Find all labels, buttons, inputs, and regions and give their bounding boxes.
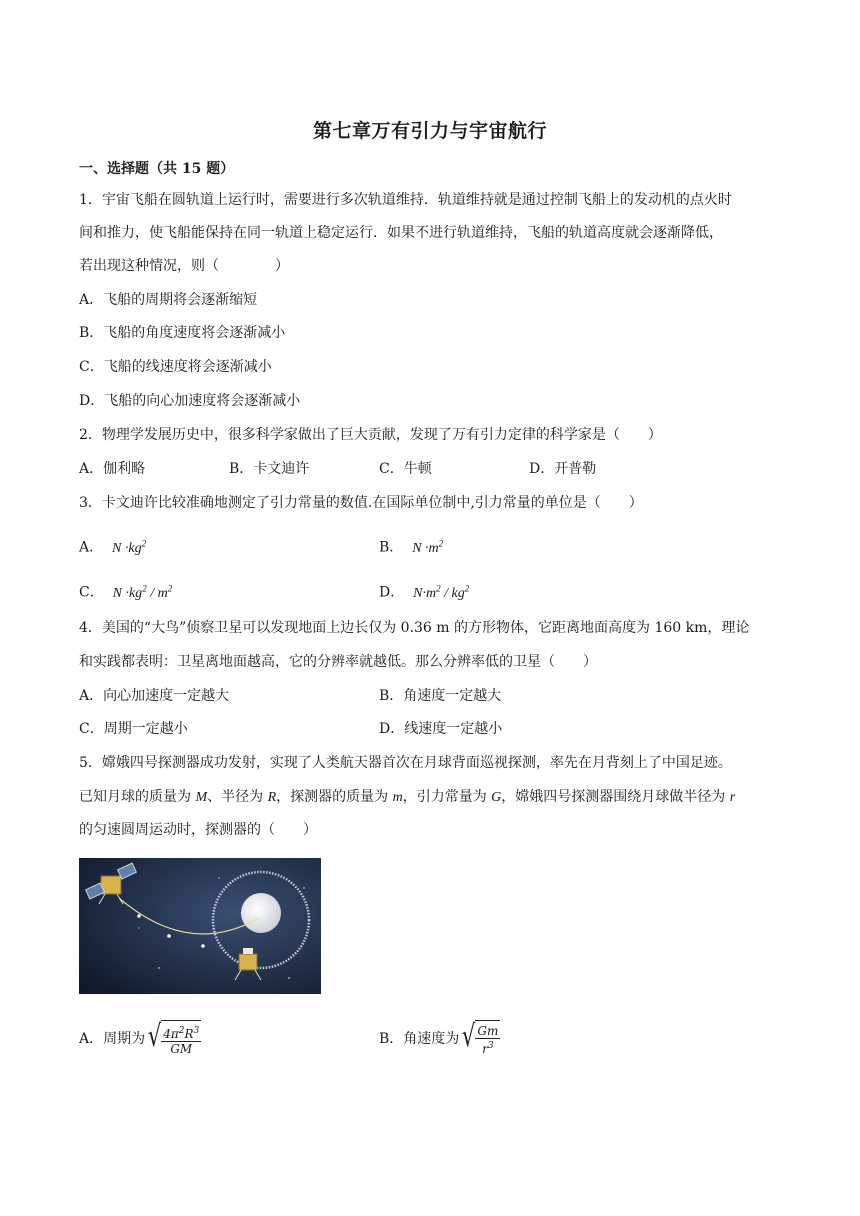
q2-option-a: A．伽利略 bbox=[79, 461, 146, 477]
q5-option-b: B．角速度为 √ $\frac{Gm}{r^3}$ bbox=[379, 1019, 499, 1056]
q4-option-c: C．周期一定越小 bbox=[79, 721, 188, 737]
q5-stem-line-2: 已知月球的质量为 M、半径为 R，探测器的质量为 m，引力常量为 G，嫦娥四号探测器围绕月球做半径为 r bbox=[79, 789, 736, 805]
q5-stem-line-3: 的匀速圆周运动时，探测器的（ ） bbox=[79, 822, 317, 838]
change4-orbit-figure bbox=[79, 858, 321, 994]
page-title: 第七章万有引力与宇宙航行 bbox=[312, 120, 547, 142]
q3-option-d-formula: $N\cdot m^2 / kg^2$ bbox=[413, 583, 470, 601]
q3-option-b: B． $N \cdot m^2$ bbox=[379, 538, 444, 556]
q4-stem-line-2: 和实践都表明：卫星离地面越高，它的分辨率就越低。那么分辨率低的卫星（ ） bbox=[79, 654, 597, 670]
q1-stem-line-3: 若出现这种情况，则（ ） bbox=[79, 258, 289, 274]
q4-stem-line-1: 4．美国的“大鸟”侦察卫星可以发现地面上边长仅为 0.36 m 的方形物体，它距离地面高度为 160 km，理论 bbox=[79, 620, 750, 636]
q3-stem: 3．卡文迪许比较准确地测定了引力常量的数值.在国际单位制中,引力常量的单位是（ ） bbox=[79, 495, 643, 511]
q4-option-a: A．向心加速度一定越大 bbox=[79, 688, 230, 704]
q3-option-c: C． $N \cdot kg^2 / m^2$ bbox=[79, 583, 173, 601]
q2-option-c: C．牛顿 bbox=[379, 461, 432, 477]
q3-option-a: A． $N \cdot kg^2$ bbox=[79, 538, 147, 556]
space-illustration bbox=[79, 858, 321, 994]
q1-option-c: C．飞船的线速度将会逐渐减小 bbox=[79, 359, 272, 375]
q4-option-d: D．线速度一定越小 bbox=[379, 721, 503, 737]
q2-option-d: D．开普勒 bbox=[529, 461, 597, 477]
q1-option-d: D．飞船的向心加速度将会逐渐减小 bbox=[79, 393, 301, 409]
q5-option-a: A．周期为 √ $\frac{4\pi^2R^3}{GM}$ bbox=[79, 1019, 200, 1056]
moon bbox=[241, 893, 281, 933]
q5-option-a-formula: √ $\frac{4\pi^2R^3}{GM}$ bbox=[147, 1019, 200, 1056]
q4-option-b: B．角速度一定越大 bbox=[379, 688, 502, 704]
q5-option-b-formula: √ $\frac{Gm}{r^3}$ bbox=[462, 1019, 499, 1056]
q1-stem-line-1: 1．宇宙飞船在圆轨道上运行时，需要进行多次轨道维持．轨道维持就是通过控制飞船上的发动机的点火时 bbox=[79, 192, 732, 208]
q1-option-a: A．飞船的周期将会逐渐缩短 bbox=[79, 292, 258, 308]
q3-option-a-formula: $N \cdot kg^2$ bbox=[112, 538, 147, 556]
section-heading: 一、选择题（共 15 题） bbox=[79, 161, 235, 177]
q3-option-d: D． $N\cdot m^2 / kg^2$ bbox=[379, 583, 470, 601]
q2-option-b: B．卡文迪许 bbox=[229, 461, 310, 477]
q3-option-c-formula: $N \cdot kg^2 / m^2$ bbox=[112, 583, 173, 601]
q2-stem: 2．物理学发展历史中，很多科学家做出了巨大贡献，发现了万有引力定律的科学家是（ ） bbox=[79, 427, 662, 443]
q3-option-b-formula: $N \cdot m^2$ bbox=[412, 538, 444, 556]
q5-stem-line-1: 5．嫦娥四号探测器成功发射，实现了人类航天器首次在月球背面巡视探测，率先在月背刻上了中国足迹。 bbox=[79, 755, 732, 771]
q1-option-b: B．飞船的角度速度将会逐渐减小 bbox=[79, 325, 286, 341]
q1-stem-line-2: 间和推力，使飞船能保持在同一轨道上稳定运行．如果不进行轨道维持，飞船的轨道高度就会逐渐降低， bbox=[79, 225, 723, 241]
